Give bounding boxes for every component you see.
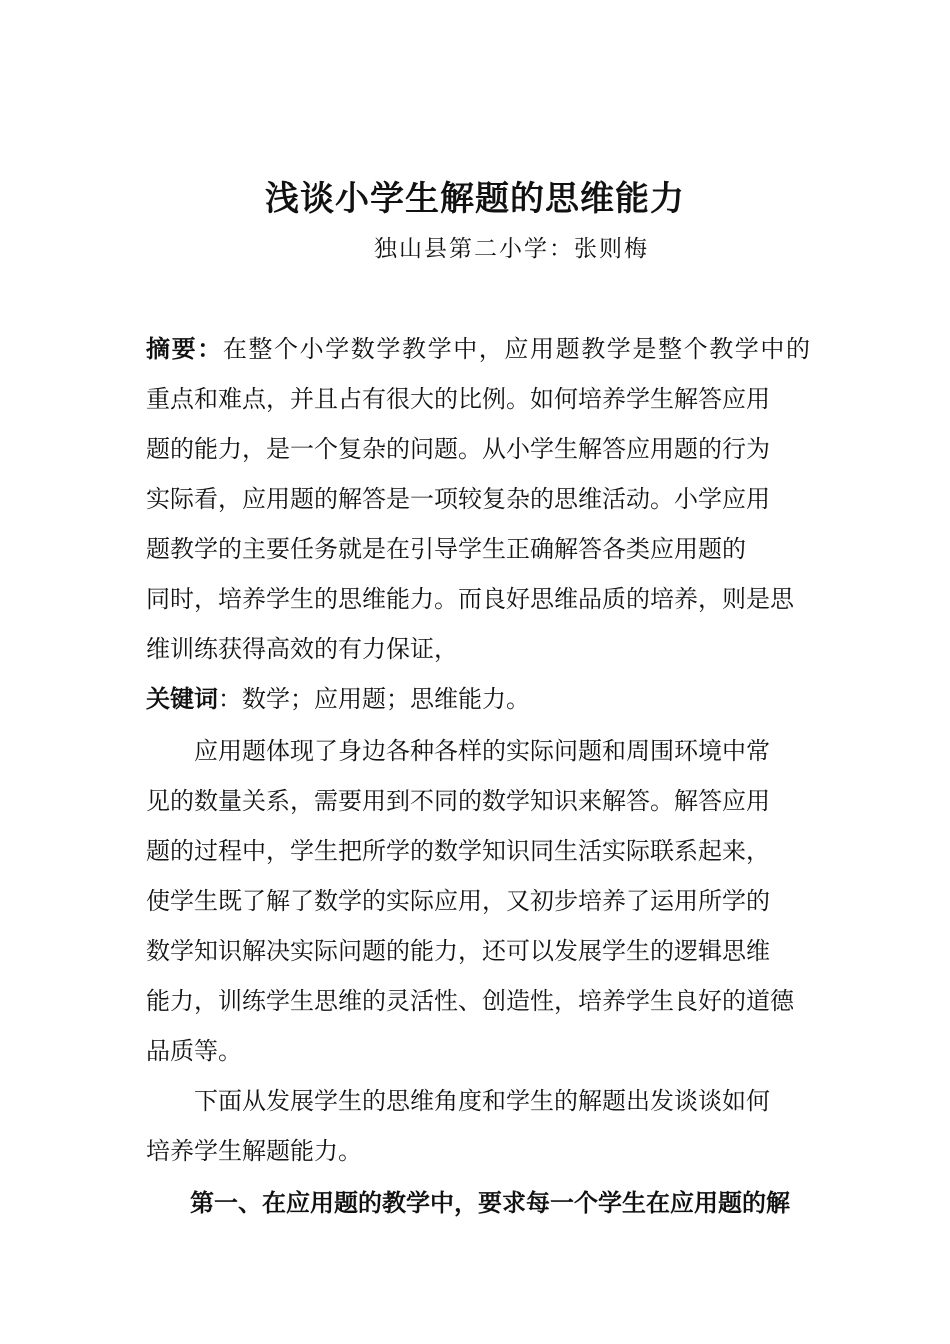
abstract-line: 维训练获得高效的有力保证， — [146, 635, 458, 663]
abstract-line — [146, 330, 810, 368]
paragraph-line: 下面从发展学生的思维角度和学生的解题出发谈谈如何 — [194, 1087, 770, 1115]
author-line: 独山县第二小学：张则梅 — [374, 236, 649, 262]
paragraph-line: 数学知识解决实际问题的能力，还可以发展学生的逻辑思维 — [146, 937, 770, 965]
paragraph-line: 品质等。 — [146, 1037, 242, 1065]
keywords-text: ：数学；应用题；思维能力。 — [218, 685, 530, 713]
abstract-line: 重点和难点，并且占有很大的比例。如何培养学生解答应用 — [146, 385, 770, 413]
keywords-label: 关键词 — [146, 684, 218, 713]
abstract-line: 题教学的主要任务就是在引导学生正确解答各类应用题的 — [146, 535, 746, 563]
paragraph-line: 应用题体现了身边各种各样的实际问题和周围环境中常 — [194, 737, 770, 765]
paragraph-line: 能力，训练学生思维的灵活性、创造性，培养学生良好的道德 — [146, 987, 794, 1015]
paragraph-line: 培养学生解题能力。 — [146, 1137, 362, 1165]
document-title: 浅谈小学生解题的思维能力 — [265, 179, 685, 219]
keywords-line — [146, 680, 810, 718]
abstract-text: 在整个小学数学教学中，应用题教学是整个教学中的 — [222, 335, 810, 363]
abstract-label: 摘要： — [146, 334, 223, 363]
abstract-line: 同时，培养学生的思维能力。而良好思维品质的培养，则是思 — [146, 585, 794, 613]
abstract-line: 题的能力，是一个复杂的问题。从小学生解答应用题的行为 — [146, 435, 770, 463]
paragraph-line: 题的过程中，学生把所学的数学知识同生活实际联系起来， — [146, 837, 770, 865]
paragraph-line: 使学生既了解了数学的实际应用，又初步培养了运用所学的 — [146, 887, 770, 915]
paragraph-line: 见的数量关系，需要用到不同的数学知识来解答。解答应用 — [146, 787, 770, 815]
section-heading: 第一、在应用题的教学中，要求每一个学生在应用题的解 — [190, 1188, 790, 1217]
abstract-line: 实际看，应用题的解答是一项较复杂的思维活动。小学应用 — [146, 485, 770, 513]
